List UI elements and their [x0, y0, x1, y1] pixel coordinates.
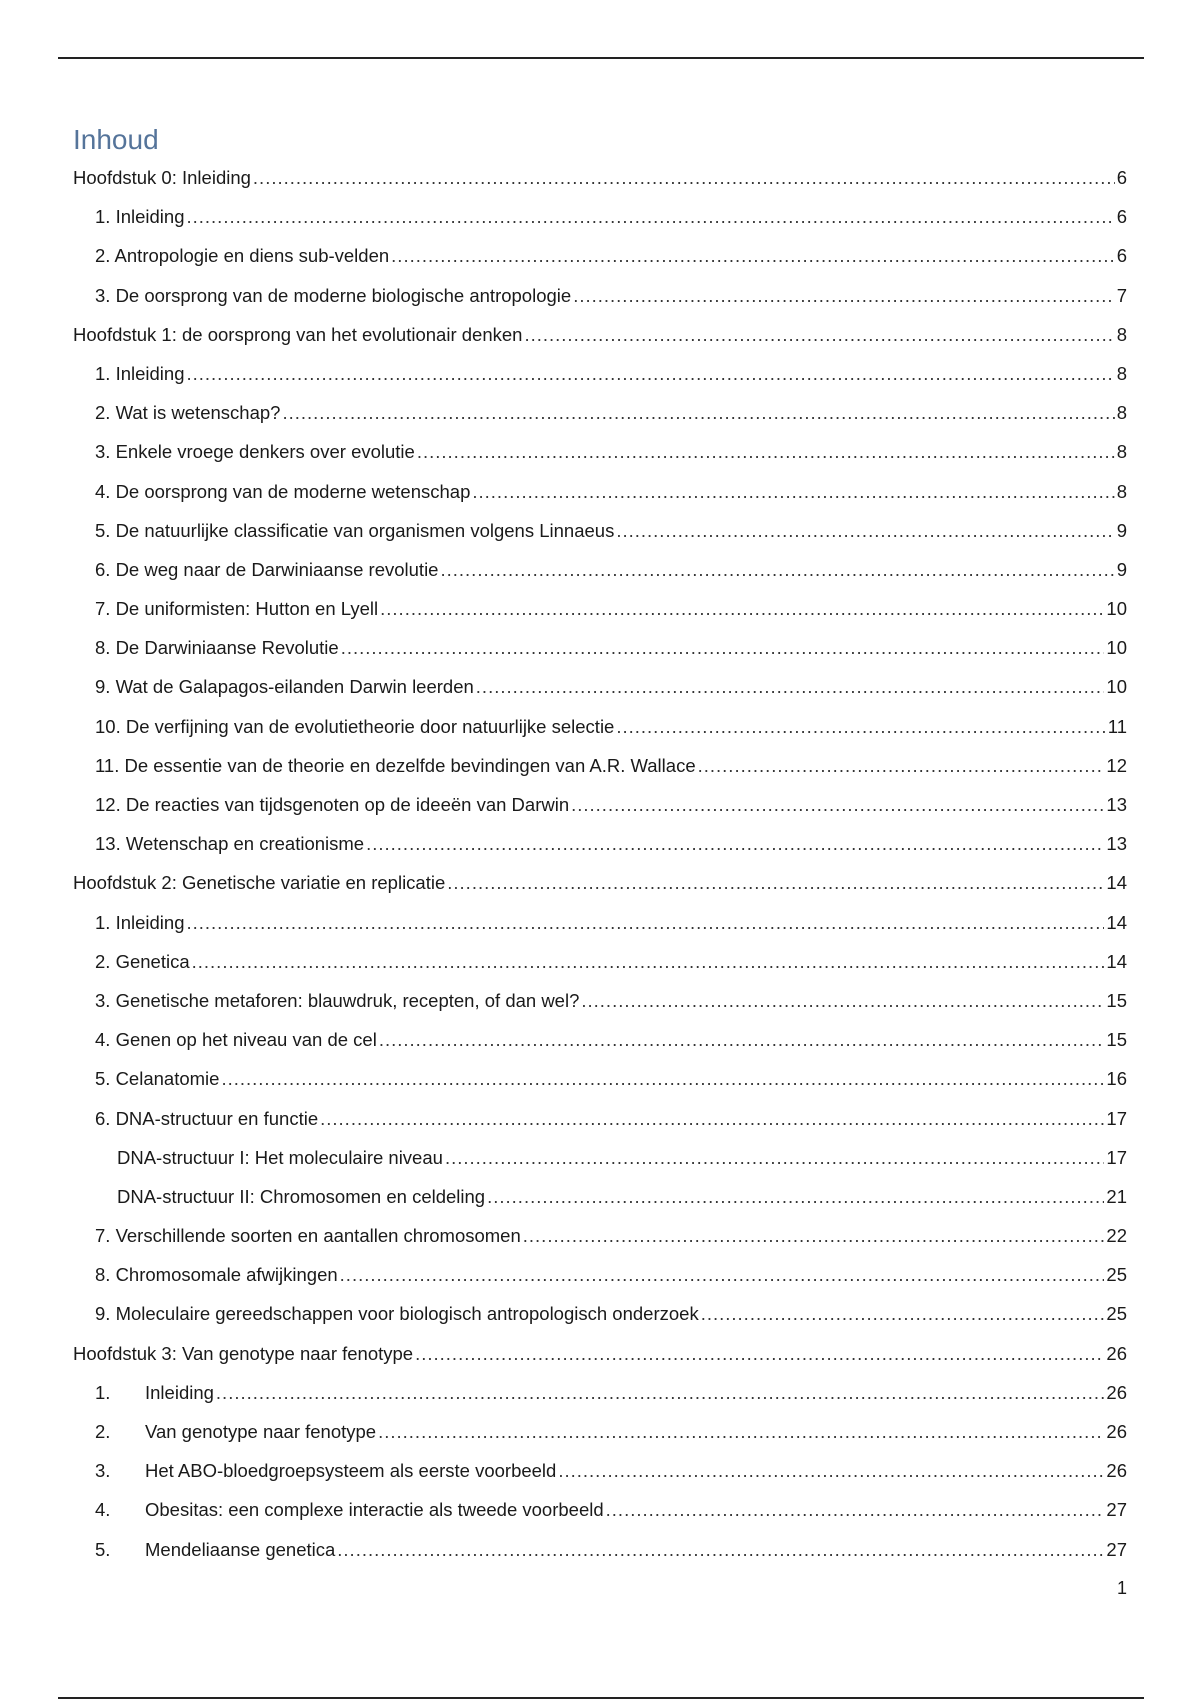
toc-entry-label: 6. DNA-structuur en functie — [95, 1107, 319, 1129]
toc-entry[interactable] — [73, 830, 1127, 869]
dot-leader — [253, 164, 1115, 192]
toc-entry[interactable] — [73, 948, 1127, 987]
dot-leader — [523, 1222, 1105, 1250]
toc-entry[interactable] — [73, 713, 1127, 752]
toc-entry-label: 1. Inleiding — [95, 362, 185, 384]
toc-entry[interactable] — [73, 1496, 1127, 1535]
toc-entry-number: 3. — [95, 1460, 111, 1482]
dot-leader — [221, 1065, 1104, 1093]
dot-leader — [192, 948, 1105, 976]
toc-entry[interactable] — [73, 399, 1127, 438]
toc-entry[interactable] — [73, 478, 1127, 517]
toc-entry-page: 6 — [1116, 167, 1127, 188]
dot-leader — [476, 673, 1105, 701]
toc-entry-label: 11. De essentie van de theorie en dezelfde bevindingen van A.R. Wallace — [95, 754, 696, 776]
toc-entry[interactable] — [73, 556, 1127, 595]
toc-entry-label: 7. Verschillende soorten en aantallen chromosomen — [95, 1225, 521, 1247]
dot-leader — [571, 791, 1104, 819]
toc-entry[interactable] — [73, 869, 1127, 908]
toc-entry[interactable] — [73, 203, 1127, 242]
toc-entry[interactable] — [73, 360, 1127, 399]
toc-entry-label: 8. De Darwiniaanse Revolutie — [95, 637, 339, 659]
toc-entry-page: 6 — [1116, 245, 1127, 267]
toc-entry-page: 6 — [1116, 206, 1127, 228]
toc-entry[interactable] — [73, 1222, 1127, 1261]
toc-entry-label: Obesitas: een complexe interactie als tweede voorbeeld — [145, 1499, 604, 1521]
dot-leader — [524, 321, 1114, 349]
toc-entry[interactable] — [73, 987, 1127, 1026]
toc-entry-page: 10 — [1106, 598, 1127, 620]
toc-entry-page: 10 — [1106, 676, 1127, 698]
toc-entry-label: 9. Wat de Galapagos-eilanden Darwin leerden — [95, 676, 474, 698]
dot-leader — [698, 752, 1105, 780]
toc-entry-label: 13. Wetenschap en creationisme — [95, 833, 365, 855]
toc-entry-label: 10. De verfijning van de evolutietheorie door natuurlijke selectie — [95, 715, 615, 737]
toc-entry-page: 9 — [1116, 558, 1127, 580]
toc-entry-page: 17 — [1106, 1146, 1127, 1168]
table-of-contents — [73, 164, 1127, 1575]
toc-entry-page: 8 — [1116, 362, 1127, 384]
toc-entry[interactable] — [73, 1300, 1127, 1339]
footer-rule — [58, 1697, 1144, 1699]
dot-leader — [447, 869, 1104, 897]
toc-entry[interactable] — [73, 517, 1127, 556]
dot-leader — [573, 282, 1115, 310]
header-rule — [58, 57, 1144, 59]
toc-entry-label: 1. Inleiding — [95, 206, 185, 228]
dot-leader — [606, 1496, 1105, 1524]
toc-entry-page: 17 — [1106, 1107, 1127, 1129]
toc-entry-page: 25 — [1106, 1303, 1127, 1325]
toc-entry[interactable] — [73, 1418, 1127, 1457]
toc-entry-label: 9. Moleculaire gereedschappen voor biologisch antropologisch onderzoek — [95, 1303, 699, 1325]
dot-leader — [186, 203, 1114, 231]
toc-entry-page: 27 — [1106, 1538, 1127, 1560]
toc-entry-label: Hoofdstuk 0: Inleiding — [73, 167, 251, 188]
toc-entry[interactable] — [73, 282, 1127, 321]
toc-entry[interactable] — [73, 1379, 1127, 1418]
toc-entry-page: 8 — [1116, 441, 1127, 463]
dot-leader — [440, 556, 1114, 584]
dot-leader — [487, 1183, 1104, 1211]
toc-entry[interactable] — [73, 1261, 1127, 1300]
toc-entry-label: 5. De natuurlijke classificatie van organismen volgens Linnaeus — [95, 519, 615, 541]
toc-entry-label: 3. Genetische metaforen: blauwdruk, recepten, of dan wel? — [95, 989, 580, 1011]
toc-entry[interactable] — [73, 1105, 1127, 1144]
toc-entry-number: 4. — [95, 1499, 111, 1521]
toc-entry-page: 11 — [1107, 715, 1127, 737]
toc-entry[interactable] — [73, 909, 1127, 948]
toc-entry-label: 3. De oorsprong van de moderne biologische antropologie — [95, 284, 572, 306]
toc-entry[interactable] — [73, 321, 1127, 360]
toc-entry-page: 15 — [1106, 1029, 1127, 1051]
dot-leader — [581, 987, 1104, 1015]
toc-entry-label: Mendeliaanse genetica — [145, 1538, 336, 1560]
toc-entry-label: Het ABO-bloedgroepsysteem als eerste voorbeeld — [145, 1460, 557, 1482]
toc-entry[interactable] — [73, 1340, 1127, 1379]
toc-entry-label: 1. Inleiding — [95, 911, 185, 933]
toc-entry-label: DNA-structuur II: Chromosomen en celdeling — [117, 1185, 486, 1207]
toc-entry-label: 2. Antropologie en diens sub-velden — [95, 245, 390, 267]
dot-leader — [701, 1300, 1105, 1328]
toc-entry-label: 3. Enkele vroege denkers over evolutie — [95, 441, 415, 463]
toc-entry-label: 7. De uniformisten: Hutton en Lyell — [95, 598, 379, 620]
toc-entry-page: 25 — [1106, 1264, 1127, 1286]
toc-entry[interactable] — [73, 634, 1127, 673]
toc-entry-label: 2. Wat is wetenschap? — [95, 402, 281, 424]
toc-entry-page: 26 — [1106, 1460, 1127, 1482]
toc-title: Inhoud — [73, 124, 159, 155]
page-number: 1 — [1116, 1578, 1127, 1598]
dot-leader — [186, 909, 1104, 937]
dot-leader — [472, 478, 1114, 506]
toc-entry-label: 8. Chromosomale afwijkingen — [95, 1264, 338, 1286]
dot-leader — [391, 242, 1115, 270]
toc-entry-label: Inleiding — [145, 1381, 214, 1403]
dot-leader — [340, 1261, 1105, 1289]
toc-entry[interactable] — [73, 673, 1127, 712]
toc-entry-page: 8 — [1116, 323, 1127, 345]
toc-entry-label: Hoofdstuk 1: de oorsprong van het evolutionair denken — [73, 323, 523, 345]
toc-entry-number: 5. — [95, 1538, 111, 1560]
toc-entry-label: DNA-structuur I: Het moleculaire niveau — [117, 1146, 443, 1168]
toc-entry-label: 2. Genetica — [95, 950, 190, 972]
toc-entry-page: 21 — [1106, 1185, 1127, 1207]
dot-leader — [417, 438, 1115, 466]
toc-entry-page: 22 — [1106, 1225, 1127, 1247]
dot-leader — [282, 399, 1114, 427]
dot-leader — [366, 830, 1104, 858]
toc-entry-page: 13 — [1106, 833, 1127, 855]
toc-entry-page: 9 — [1116, 519, 1127, 541]
toc-entry[interactable] — [73, 1183, 1127, 1222]
dot-leader — [341, 634, 1105, 662]
toc-entry[interactable] — [73, 752, 1127, 791]
toc-entry-page: 14 — [1106, 950, 1127, 972]
toc-entry-page: 10 — [1106, 637, 1127, 659]
dot-leader — [558, 1457, 1104, 1485]
toc-entry-page: 27 — [1106, 1499, 1127, 1521]
dot-leader — [415, 1340, 1104, 1368]
toc-entry-label: Hoofdstuk 2: Genetische variatie en replicatie — [73, 872, 446, 894]
dot-leader — [445, 1144, 1104, 1172]
toc-entry-label: 5. Celanatomie — [95, 1068, 220, 1090]
toc-entry[interactable] — [73, 791, 1127, 830]
toc-entry-page: 8 — [1116, 402, 1127, 424]
toc-entry-label: 4. De oorsprong van de moderne wetenschap — [95, 480, 471, 502]
toc-entry-label: 12. De reacties van tijdsgenoten op de ideeën van Darwin — [95, 794, 570, 815]
dot-leader — [380, 595, 1104, 623]
toc-entry[interactable] — [73, 1144, 1127, 1183]
toc-entry-page: 12 — [1106, 754, 1127, 776]
toc-entry-label: 6. De weg naar de Darwiniaanse revolutie — [95, 558, 439, 580]
toc-entry[interactable] — [73, 595, 1127, 634]
toc-entry-page: 16 — [1106, 1068, 1127, 1090]
dot-leader — [320, 1105, 1104, 1133]
toc-entry[interactable] — [73, 438, 1127, 477]
toc-entry-page: 8 — [1116, 480, 1127, 502]
dot-leader — [378, 1418, 1104, 1446]
toc-entry-label: Van genotype naar fenotype — [145, 1421, 377, 1442]
toc-entry-page: 26 — [1106, 1342, 1127, 1364]
toc-entry-page: 26 — [1106, 1381, 1127, 1403]
toc-entry-page: 13 — [1106, 794, 1127, 815]
toc-entry[interactable] — [73, 164, 1127, 203]
dot-leader — [616, 713, 1105, 741]
toc-entry-label: Hoofdstuk 3: Van genotype naar fenotype — [73, 1342, 414, 1364]
dot-leader — [379, 1026, 1105, 1054]
toc-entry[interactable] — [73, 1536, 1127, 1575]
toc-entry[interactable] — [73, 1026, 1127, 1065]
toc-entry[interactable] — [73, 242, 1127, 281]
dot-leader — [216, 1379, 1105, 1407]
toc-entry-label: 4. Genen op het niveau van de cel — [95, 1029, 377, 1051]
toc-entry[interactable] — [73, 1457, 1127, 1496]
toc-entry-page: 14 — [1106, 911, 1127, 933]
dot-leader — [616, 517, 1114, 545]
toc-entry-number: 2. — [95, 1421, 111, 1442]
toc-entry-number: 1. — [95, 1381, 111, 1403]
toc-entry-page: 15 — [1106, 989, 1127, 1011]
dot-leader — [337, 1536, 1104, 1564]
toc-entry-page: 14 — [1106, 872, 1127, 894]
dot-leader — [186, 360, 1114, 388]
toc-entry[interactable] — [73, 1065, 1127, 1104]
toc-entry-page: 26 — [1106, 1421, 1127, 1442]
toc-entry-page: 7 — [1116, 284, 1127, 306]
